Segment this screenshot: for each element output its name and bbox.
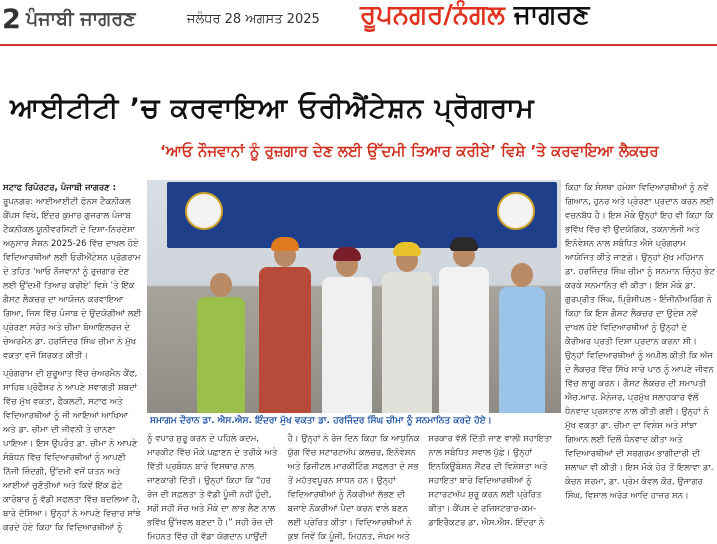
news-photo	[147, 180, 561, 413]
article-column-middle: ਨੂੰ ਵਪਾਰ ਸ਼ੁਰੂ ਕਰਨ ਦੇ ਪਹਿਲੇ ਕਦਮ, ਮਾਰਕੀਟ ਵਿੱਚ ਮੌਕੇ ਪਛਾਣਨ ਦੇ ਤਰੀਕੇ ਅਤੇ ਵਿੱਤੀ ਪ੍ਰਬੰਧਨ ਬਾਰੇ ਵਿਸਥਾਰ ਨਾਲ ਜਾਣਕਾਰੀ ਦਿੱਤੀ। ਉਨ੍ਹਾਂ ਕਿਹਾ ਕਿ “ਹਰ ਰੋਜ਼ ਦੀ ਸਫ਼ਲਤਾ ਤੇ ਵੱਡੀ ਪੂੰਜੀ ਨਹੀਂ ਹੁੰਦੀ, ਸਗੋਂ ਸਹੀ ਸੋਚ ਅਤੇ ਮੌਕੇ ਦਾ ਲਾਭ ਲੈਣ ਨਾਲ ਭਵਿੱਖ ਉੱਜਵਲ ਬਣਦਾ ਹੈ।” ਸਹੀ ਰੋਜ਼ ਦੀ ਮਿਹਨਤ ਵਿੱਚ ਹੀ ਵੱਡਾ ਯੋਗਦਾਨ ਪਾਉਂਦੀ ਹੈ। ਉਨ੍ਹਾਂ ਨੇ ਰੋਜ਼ ਦਿਨ ਕਿਹਾ ਕਿ ਆਧੁਨਿਕ ਯੁੱਗ ਵਿੱਚ ਸਟਾਰਟਅੱਪ ਕਲਚਰ, ਇਨੋਵੇਸ਼ਨ ਅਤੇ ਡਿਜ਼ੀਟਲ ਮਾਰਕੀਟਿੰਗ ਸਫਲਤਾ ਦੇ ਸਭ ਤੋਂ ਮਹੱਤਵਪੂਰਨ ਸਾਧਨ ਹਨ। ਉਨ੍ਹਾਂ ਵਿਦਿਆਰਥੀਆਂ ਨੂੰ ਨੌਕਰੀਆਂ ਲੱਭਣ ਦੀ ਬਜਾਏ ਨੌਕਰੀਆਂ ਪੈਦਾ ਕਰਨ ਵਾਲੇ ਬਣਨ ਲਈ ਪ੍ਰੇਰਿਤ ਕੀਤਾ। ਵਿਦਿਆਰਥੀਆਂ ਨੇ ਕੁਝ ਜਿਵੇਂ ਕਿ ਪੂੰਜੀ, ਮਿਹਨਤ, ਜੋਖਮ ਅਤੇ ਸਰਕਾਰ ਵੱਲੋਂ ਦਿੱਤੀ ਜਾਣ ਵਾਲੀ ਸਹਾਇਤਾ ਨਾਲ ਸਬੰਧਿਤ ਸਵਾਲ ਪੁੱਛੇ। ਉਨ੍ਹਾਂ ਇਨਕਿਊਬੇਸ਼ਨ ਸੈਂਟਰ ਦੀ ਵਿਸ਼ੇਸ਼ਤਾ ਅਤੇ ਸਹਾਇਤਾ ਬਾਰੇ ਵਿਦਿਆਰਥੀਆਂ ਨੂੰ ਸਟਾਰਟਅੱਪ ਸ਼ੁਰੂ ਕਰਨ ਲਈ ਪ੍ਰੇਰਿਤ ਕੀਤਾ। ਕੈਂਪਸ ਦੇ ਰਜਿਸਟਰਾਰ-ਕਮ-ਡਾਇਰੈਕਟਰ ਡਾ. ਐਸ.ਐਸ. ਇੰਦਰਾ ਨੇ	[147, 434, 552, 542]
page-number: 2	[2, 4, 21, 35]
article-paragraph: ਰੂਪਨਗਰ: ਆਈਆਈਟੀ ਫੋਨਸ ਟੈਕਨੀਕਲ ਕੈਂਪਸ ਵਿਖੇ, ਇੰਦਰ ਕੁਮਾਰ ਗੁਜਰਾਲ ਪੰਜਾਬ ਟੈਕਨੀਕਲ ਯੂਨੀਵਰਸਿਟੀ ਦੇ ਦਿਸ਼ਾ-ਨਿਰਦੇਸ਼ਾ ਅਨੁਸਾਰ ਸੈਸ਼ਨ 2025-26 ਵਿੱਚ ਦਾਖਲ ਹੋਏ ਵਿਦਿਆਰਥੀਆਂ ਲਈ ਓਰੀਐਂਟੇਸ਼ਨ ਪ੍ਰੋਗਰਾਮ ਦੇ ਤਹਿਤ ‘ਆਓ ਨੌਜਵਾਨਾਂ ਨੂੰ ਰੁਜ਼ਗਾਰ ਦੇਣ ਲਈ ਉੱਦਮੀ ਤਿਆਰ ਕਰੀਏ’ ਵਿਸ਼ੇ ’ਤੇ ਇੱਕ ਗੈਸਟ ਲੈਕਚਰ ਦਾ ਆਯੋਜਨ ਕਰਵਾਇਆ ਗਿਆ, ਜਿਸ ਵਿੱਚ ਪੰਜਾਬ ਦੇ ਉਦਯੋਗੀਆਂ ਲਈ ਪ੍ਰੇਰਣਾ ਸਰੋਤ ਅਤੇ ਚੀਮਾ ਬੋਆਇਲਰਜ਼ ਦੇ ਚੇਅਰਮੈਨ ਡਾ. ਹਰਜਿੰਦਰ ਸਿੰਘ ਚੀਮਾ ਨੇ ਮੁੱਖ ਵਕਤਾ ਵਜੋਂ ਸ਼ਿਰਕਤ ਕੀਤੀ।	[3, 197, 142, 361]
article-paragraph: ਪ੍ਰੋਗਰਾਮ ਦੀ ਸ਼ੁਰੂਆਤ ਵਿੱਚ ਚੇਅਰਮੈਨ ਕੈਂਫ, ਸਾਹਿਬ ਪ੍ਰੋਫੈਸਰ ਨੇ ਆਪਣੇ ਸਵਾਗਤੀ ਸ਼ਬਦਾਂ ਵਿੱਚ ਮੁੱਖ ਵਕਤਾ, ਫੈਕਲਟੀ, ਸਟਾਫ ਅਤੇ ਵਿਦਿਆਰਥੀਆਂ ਨੂੰ ਜੀ ਆਇਆਂ ਆਖਿਆ ਅਤੇ ਡਾ. ਚੀਮਾ ਦੀ ਜੀਵਨੀ ਤੇ ਚਾਨਣਾ ਪਾਇਆ। ਇਸ ਉਪਰੰਤ ਡਾ. ਚੀਮਾ ਨੇ ਆਪਣੇ ਸੰਬੋਧਨ ਵਿੱਚ ਵਿਦਿਆਰਥੀਆਂ ਨੂੰ ਆਪਣੀ ਨਿੱਜੀ ਜ਼ਿੰਦਗੀ, ਉੱਦਮੀ ਵਜੋਂ ਯਤਨ ਅਤੇ ਆਈਆਂ ਚੁਣੌਤੀਆਂ ਅਤੇ ਕਿਵੇਂ ਇੱਕ ਛੋਟੇ ਕਾਰੋਬਾਰ ਨੂੰ ਵੱਡੀ ਸਫਲਤਾ ਵਿੱਚ ਬਦਲਿਆ ਹੈ, ਬਾਰੇ ਦੱਸਿਆ। ਉਨ੍ਹਾਂ ਨੇ ਆਪਣੇ ਵਿਚਾਰ ਸਾਂਝੇ ਕਰਦੇ ਹੋਏ ਕਿਹਾ ਕਿ ਵਿਦਿਆਰਥੀਆਂ ਨੂੰ	[3, 369, 141, 533]
person-figure	[439, 243, 489, 413]
edition-jagran: ਜਾਗਰਣ	[513, 0, 590, 30]
article-column-right	[565, 181, 715, 507]
article-column-left	[3, 181, 143, 539]
byline: ਸਟਾਫ ਰਿਪੋਰਟਰ, ਪੰਜਾਬੀ ਜਾਗਰਣ :	[3, 183, 117, 193]
person-figure	[499, 263, 545, 413]
person-figure	[322, 253, 372, 413]
photo-caption: ਸਮਾਗਮ ਦੌਰਾਨ ਡਾ. ਐਸ.ਐਸ. ਇੰਦਰਾ ਮੁੱਖ ਵਕਤਾ ਡਾ. ਹਰਜਿੰਦਰ ਸਿੰਘ ਚੀਮਾ ਨੂੰ ਸਨਮਾਨਿਤ ਕਰਦੇ ਹੋਏ।	[150, 416, 492, 426]
institute-logo-icon	[497, 192, 535, 230]
masthead	[0, 0, 717, 78]
article-paragraph: ਕਿਹਾ ਕਿ ਸੰਸਥਾ ਹਮੇਸ਼ਾ ਵਿਦਿਆਰਥੀਆਂ ਨੂੰ ਨਵੇਂ ਗਿਆਨ, ਹੁਨਰ ਅਤੇ ਪ੍ਰੇਰਣਾ ਪ੍ਰਦਾਨ ਕਰਨ ਲਈ ਵਚਨਬੱਧ ਹੈ। ਇਸ ਮੌਕੇ ਉਨ੍ਹਾਂ ਇਹ ਵੀ ਕਿਹਾ ਕਿ ਭਵਿੱਖ ਵਿੱਚ ਵੀ ਉਦਯੋਗਿਕ, ਤਕਨਾਲੋਜੀ ਅਤੇ ਇਨੋਵੇਸ਼ਨ ਨਾਲ ਸਬੰਧਿਤ ਐਸੇ ਪ੍ਰੋਗਰਾਮ ਆਯੋਜਿਤ ਕੀਤੇ ਜਾਣਗੇ। ਉਨ੍ਹਾਂ ਮੁੱਖ ਮਹਿਮਾਨ ਡਾ. ਹਰਜਿੰਦਰ ਸਿੰਘ ਚੀਮਾ ਨੂੰ ਸਨਮਾਨ ਚਿੰਨ੍ਹ ਭੇਟ ਕਰਕੇ ਸਨਮਾਨਿਤ ਵੀ ਕੀਤਾ। ਇਸ ਮੌਕੇ ਡਾ. ਗੁਰਪ੍ਰੀਤ ਸਿੰਘ, ਪ੍ਰਿੰਸੀਪਲ - ਇੰਜੀਨੀਅਰਿੰਗ ਨੇ ਕਿਹਾ ਕਿ ਇਸ ਗੈਸਟ ਲੈਕਚਰ ਦਾ ਉਦੇਸ਼ ਨਵੇਂ ਦਾਖਲ ਹੋਏ ਵਿਦਿਆਰਥੀਆਂ ਨੂੰ ਉਨ੍ਹਾਂ ਦੇ ਕੈਰੀਅਰ ਪ੍ਰਤੀ ਦਿਸ਼ਾ ਪ੍ਰਦਾਨ ਕਰਨਾ ਸੀ। ਉਨ੍ਹਾਂ ਵਿਦਿਆਰਥੀਆਂ ਨੂੰ ਅਪੀਲ ਕੀਤੀ ਕਿ ਅੱਜ ਦੇ ਲੈਕਚਰ ਵਿੱਚ ਸਿੱਖੇ ਸਾਰੇ ਪਾਠ ਨੂੰ ਆਪਣੇ ਜੀਵਨ ਵਿੱਚ ਲਾਗੂ ਕਰਨ। ਗੈਸਟ ਲੈਕਚਰ ਦੀ ਸਮਾਪਤੀ ਐਚ.ਆਰ. ਮੈਨੇਜਰ, ਪ੍ਰਮੁੱਖ ਸਲਾਹਕਾਰ ਵੱਲੋਂ ਧੰਨਵਾਦ ਪ੍ਰਸਤਾਵ ਨਾਲ ਕੀਤੀ ਗਈ। ਉਨ੍ਹਾਂ ਨੇ ਮੁੱਖ ਵਕਤਾ ਡਾ. ਚੀਮਾ ਦਾ ਵਿਸ਼ੇਸ਼ ਅਤੇ ਸਾਂਝਾ ਗਿਆਨ ਲਈ ਦਿਲੋਂ ਧੰਨਵਾਦ ਕੀਤਾ ਅਤੇ ਵਿਦਿਆਰਥੀਆਂ ਦੀ ਸਰਗਰਮ ਭਾਗੀਦਾਰੀ ਦੀ ਸ਼ਲਾਘਾ ਵੀ ਕੀਤੀ। ਇਸ ਮੌਕੇ ਹੋਰ ਤੋਂ ਇਲਾਵਾ ਡਾ. ਕੰਚਨ ਸ਼ਰਮਾ, ਡਾ. ਪ੍ਰੇਮ ਕੰਵਲ ਕੌਰ, ਉਜਾਗਰ ਸਿੰਘ, ਵਿਸ਼ਾਲ ਅਰੋੜ ਆਦਿ ਹਾਜ਼ਰ ਸਨ।	[565, 183, 715, 501]
article-subhead: ‘ਆਓ ਨੌਜਵਾਨਾਂ ਨੂੰ ਰੁਜ਼ਗਾਰ ਦੇਣ ਲਈ ਉੱਦਮੀ ਤਿਆਰ ਕਰੀਏ’ ਵਿਸ਼ੇ ’ਤੇ ਕਰਵਾਇਆ ਲੈਕਚਰ	[160, 142, 659, 160]
person-figure	[197, 273, 245, 413]
article-headline: ਆਈਟੀਟੀ ’ਚ ਕਰਵਾਇਆ ਓਰੀਐਂਟੇਸ਼ਨ ਪ੍ਰੋਗਰਾਮ	[10, 93, 535, 124]
event-backdrop	[167, 182, 557, 248]
newspaper-name: ਪੰਜਾਬੀ ਜਾਗਰਣ	[26, 8, 136, 30]
university-logo-icon	[185, 192, 223, 230]
dateline: ਜਲੰਧਰ 28 ਅਗਸਤ 2025	[187, 12, 320, 27]
edition-name: ਰੂਪਨਗਰ/ਨੰਗਲ	[360, 0, 505, 30]
edition-title	[360, 0, 589, 31]
masthead-rule	[0, 44, 717, 46]
person-figure	[382, 248, 432, 413]
person-figure	[259, 243, 311, 413]
